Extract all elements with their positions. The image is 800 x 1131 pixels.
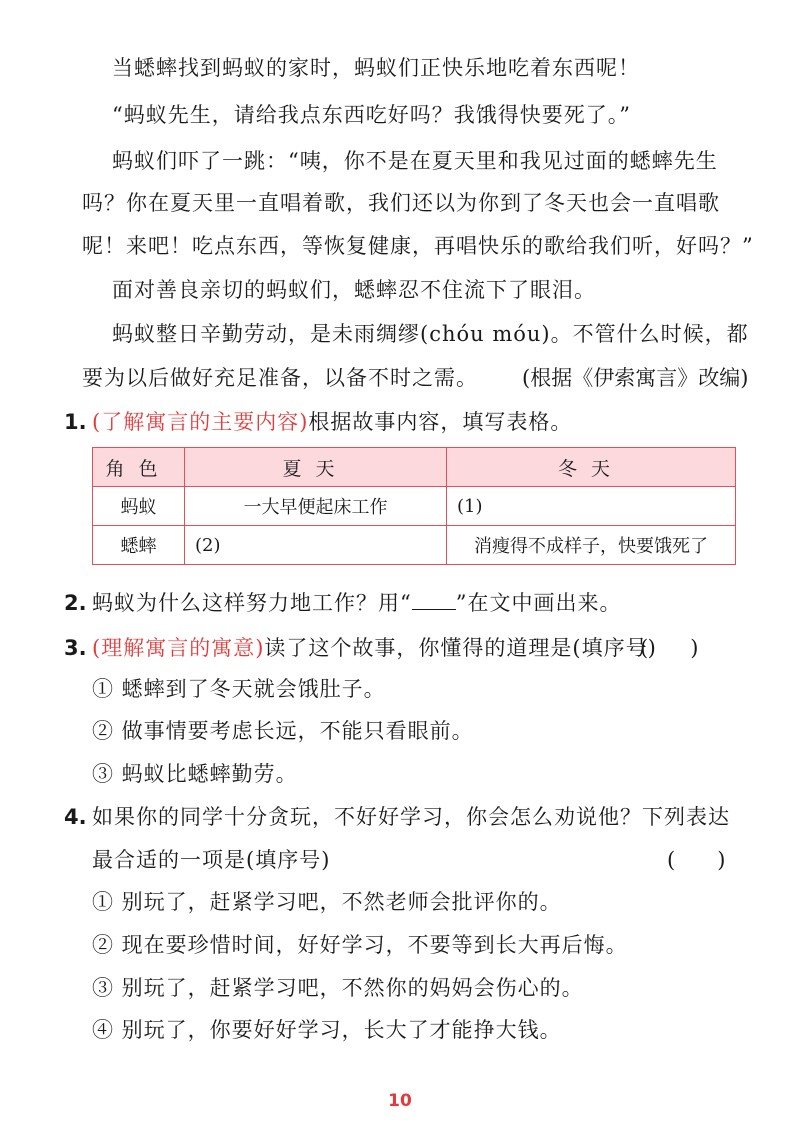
question-4-text-line-1: 如果你的同学十分贪玩，不好好学习，你会怎么劝说他？下列表达 xyxy=(92,805,730,829)
story-paragraph-3-line-3: 呢！来吧！吃点东西，等恢复健康，再唱快乐的歌给我们听，好吗？” xyxy=(82,234,754,258)
table-cell-role: 蚂蚁 xyxy=(93,487,185,526)
question-4-option-3: ③ 别玩了，赶紧学习吧，不然你的妈妈会伤心的。 xyxy=(92,976,584,1000)
story-paragraph-5-line-2: 要为以后做好充足准备，以备不时之需。 xyxy=(82,366,478,390)
question-3-option-1: ① 蟋蟀到了冬天就会饿肚子。 xyxy=(92,677,386,701)
story-paragraph-3-line-1: 蚂蚁们吓了一跳：“咦，你不是在夏天里和我见过面的蟋蟀先生 xyxy=(112,149,718,173)
table-cell-winter: 消瘦得不成样子，快要饿死了 xyxy=(447,526,736,565)
question-2-text-before: 蚂蚁为什么这样努力地工作？用“ xyxy=(92,591,412,615)
answer-blank-2[interactable]: (2) xyxy=(185,526,447,565)
page-number: 10 xyxy=(388,1091,412,1111)
table-header-role: 角色 xyxy=(93,448,185,487)
question-4-option-2: ② 现在要珍惜时间，好好学习，不要等到长大再后悔。 xyxy=(92,933,628,957)
story-paragraph-3-line-2: 吗？你在夏天里一直唱着歌，我们还以为你到了冬天也会一直唱歌 xyxy=(82,191,720,215)
table-header-winter: 冬天 xyxy=(447,448,736,487)
story-source: (根据《伊索寓言》改编) xyxy=(522,366,749,390)
question-3-text: 读了这个故事，你懂得的道理是(填序号) xyxy=(264,636,657,660)
question-2-text-after: ”在文中画出来。 xyxy=(455,591,622,615)
question-4-option-4: ④ 别玩了，你要好好学习，长大了才能挣大钱。 xyxy=(92,1018,562,1042)
table-header-row xyxy=(93,448,736,487)
table-row xyxy=(93,526,736,565)
story-paragraph-1: 当蟋蟀找到蚂蚁的家时，蚂蚁们正快乐地吃着东西呢！ xyxy=(112,56,640,80)
question-4-option-1: ① 别玩了，赶紧学习吧，不然老师会批评你的。 xyxy=(92,890,562,914)
question-1-line xyxy=(92,408,572,436)
question-4-number: 4. xyxy=(64,805,87,829)
question-3-option-3: ③ 蚂蚁比蟋蟀勤劳。 xyxy=(92,762,298,786)
question-3-option-2: ② 做事情要考虑长远，不能只看眼前。 xyxy=(92,719,474,743)
table-cell-role: 蟋蟀 xyxy=(93,526,185,565)
story-paragraph-4: 面对善良亲切的蚂蚁们，蟋蟀忍不住流下了眼泪。 xyxy=(112,278,596,302)
table-cell-summer: 一大早便起床工作 xyxy=(185,487,447,526)
question-3-line xyxy=(92,634,657,662)
question-4-text-line-2: 最合适的一项是(填序号) xyxy=(92,848,331,872)
question-1-text: 根据故事内容，填写表格。 xyxy=(308,410,573,434)
question-2-number: 2. xyxy=(64,591,87,615)
question-3-answer-box[interactable]: ( ) xyxy=(640,636,699,660)
table-header-summer: 夏天 xyxy=(185,448,447,487)
question-3-number: 3. xyxy=(64,636,87,660)
answer-blank-1[interactable]: (1) xyxy=(447,487,736,526)
story-paragraph-2: “蚂蚁先生，请给我点东西吃好吗？我饿得快要死了。” xyxy=(112,103,631,127)
summary-table xyxy=(92,447,736,565)
question-4-answer-box[interactable]: ( ) xyxy=(667,848,726,872)
table-row xyxy=(93,487,736,526)
question-3-tag: (理解寓言的寓意) xyxy=(92,636,265,660)
story-paragraph-5-line-1: 蚂蚁整日辛勤劳动，是未雨绸缪(chóu móu)。不管什么时候，都 xyxy=(112,322,749,346)
question-1-tag: (了解寓言的主要内容) xyxy=(92,410,309,434)
question-2-line xyxy=(92,589,622,617)
underline-blank xyxy=(412,591,456,610)
question-1-number: 1. xyxy=(64,410,87,434)
